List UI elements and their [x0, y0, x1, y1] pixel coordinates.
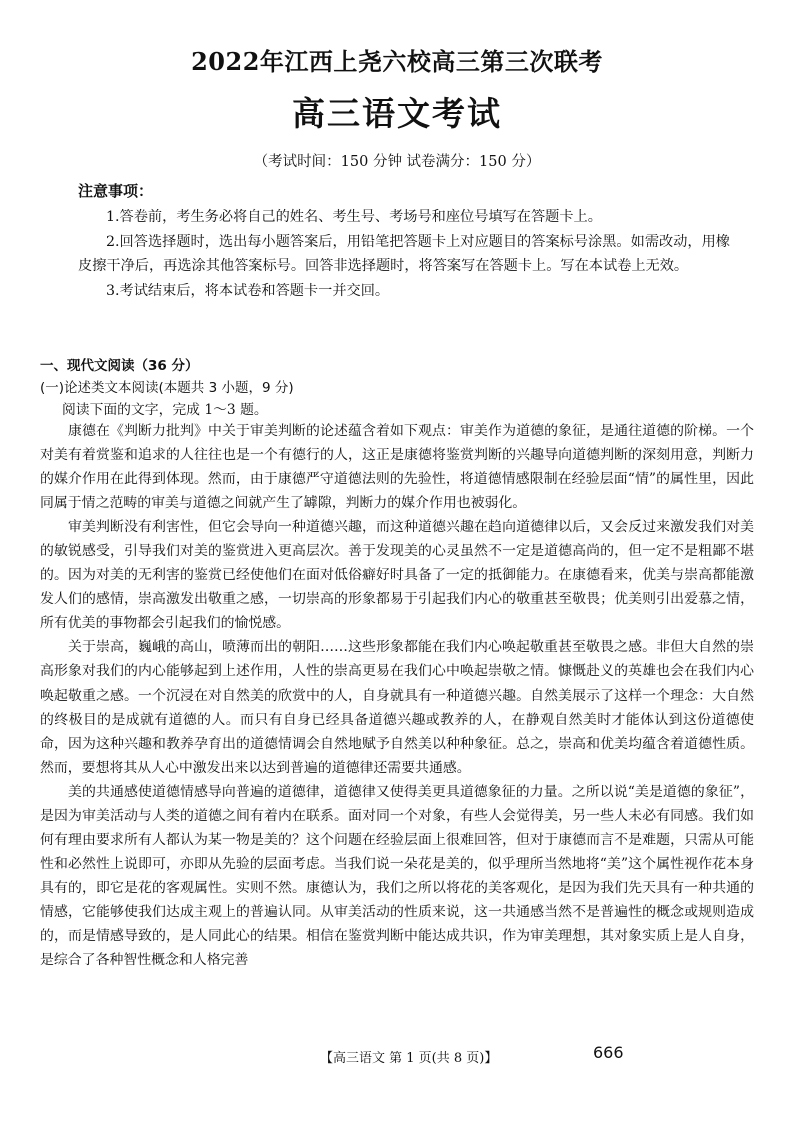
passage-paragraph: 康德在《判断力批判》中关于审美判断的论述蕴含着如下观点：审美作为道德的象征，是通往道德的阶梯。一个对美有着赏鉴和追求的人往往也是一个有德行的人，这正是康德将鉴赏判断的兴趣导向道德判断的深刻用意，判断力的媒介作用在此得到体现。然而，由于康德严守道德法则的先验性，将道德情感限制在经验层面“情”的属性里，因此同属于情之范畴的审美与道德之间就产生了罅隙，判断力的媒介作用也被弱化。	[40, 423, 754, 512]
page-footer-code: 666	[593, 1043, 624, 1062]
passage-paragraph: 关于崇高，巍峨的高山，喷薄而出的朝阳……这些形象都能在我们内心唤起敬重甚至敬畏之感。非但大自然的崇高形象对我们的内心能够起到上述作用，人性的崇高更易在我们心中唤起崇敬之情。慷慨赴义的英雄也会在我们内心唤起敬重之感。一个沉浸在对自然美的欣赏中的人，自身就具有一种道德兴趣。自然美展示了这样一个理念：大自然的终极目的是成就有道德的人。而只有自身已经具备道德兴趣或教养的人，在静观自然美时才能体认到这份道德使命，因为这种兴趣和教养孕育出的道德情调会自然地赋予自然美以种种象征。总之，崇高和优美均蕴含着道德性质。然而，要想将其从人心中激发出来以达到普遍的道德律还需要共通感。	[40, 639, 754, 776]
section-instruction: 阅读下面的文字，完成 1～3 题。	[62, 402, 268, 418]
notice-item: 2.回答选择题时，选出每小题答案后，用铅笔把答题卡上对应题目的答案标号涂黑。如需改动，用橡皮擦干净后，再选涂其他答案标号。回答非选择题时，将答案写在答题卡上。写在本试卷上无效。	[78, 233, 730, 274]
exam-title: 2022年江西上尧六校高三第三次联考	[191, 47, 603, 76]
section-subheading: (一)论述类文本阅读(本题共 3 小题，9 分)	[40, 380, 294, 396]
notice-item: 1.答卷前，考生务必将自己的姓名、考生号、考场号和座位号填写在答题卡上。	[106, 209, 602, 225]
reading-passage	[40, 419, 754, 972]
subject-title: 高三语文考试	[292, 94, 502, 133]
notice-heading: 注意事项：	[78, 182, 154, 200]
passage-paragraph: 美的共通感使道德情感导向普遍的道德律，道德律又使得美更具道德象征的力量。之所以说“美是道德的象征”，是因为审美活动与人类的道德之间有着内在联系。面对同一个对象，有些人会觉得美，另一些人未必有同感。我们如何有理由要求所有人都认为某一物是美的？这个问题在经验层面上很难回答，但对于康德而言不是难题，只需从可能性和必然性上说即可，亦即从先验的层面考虑。当我们说一朵花是美的，似乎理所当然地将“美”这个属性视作花本身具有的，即它是花的客观属性。实则不然。康德认为，我们之所以将花的美客观化，是因为我们先天具有一种共通的情感，它能够使我们达成主观上的普遍认同。从审美活动的性质来说，这一共通感当然不是普遍性的概念或规则造成的，而是情感导致的，是人同此心的结果。相信在鉴赏判断中能达成共识，作为审美理想，其对象实质上是人自身，是综合了各种智性概念和人格完善	[40, 783, 754, 969]
section-heading: 一、现代文阅读（36 分）	[40, 358, 199, 374]
notice-item: 3.考试结束后，将本试卷和答题卡一并交回。	[106, 282, 390, 299]
page-footer-label: 【高三语文 第 1 页(共 8 页)】	[320, 1051, 498, 1066]
passage-paragraph: 审美判断没有利害性，但它会导向一种道德兴趣，而这种道德兴趣在趋向道德律以后，又会反过来激发我们对美的敏锐感受，引导我们对美的鉴赏进入更高层次。善于发现美的心灵虽然不一定是道德高尚的，但一定不是粗鄙不堪的。因为对美的无利害的鉴赏已经使他们在面对低俗癖好时具备了一定的抵御能力。在康德看来，优美与崇高都能激发人们的感情，崇高激发出敬重之感，一切崇高的形象都易于引起我们内心的敬重甚至敬畏；优美则引出爱慕之情，所有优美的事物都会引起我们的愉悦感。	[40, 519, 754, 632]
exam-info: （考试时间：150 分钟 试卷满分：150 分）	[253, 154, 541, 170]
notice-list	[78, 205, 730, 303]
